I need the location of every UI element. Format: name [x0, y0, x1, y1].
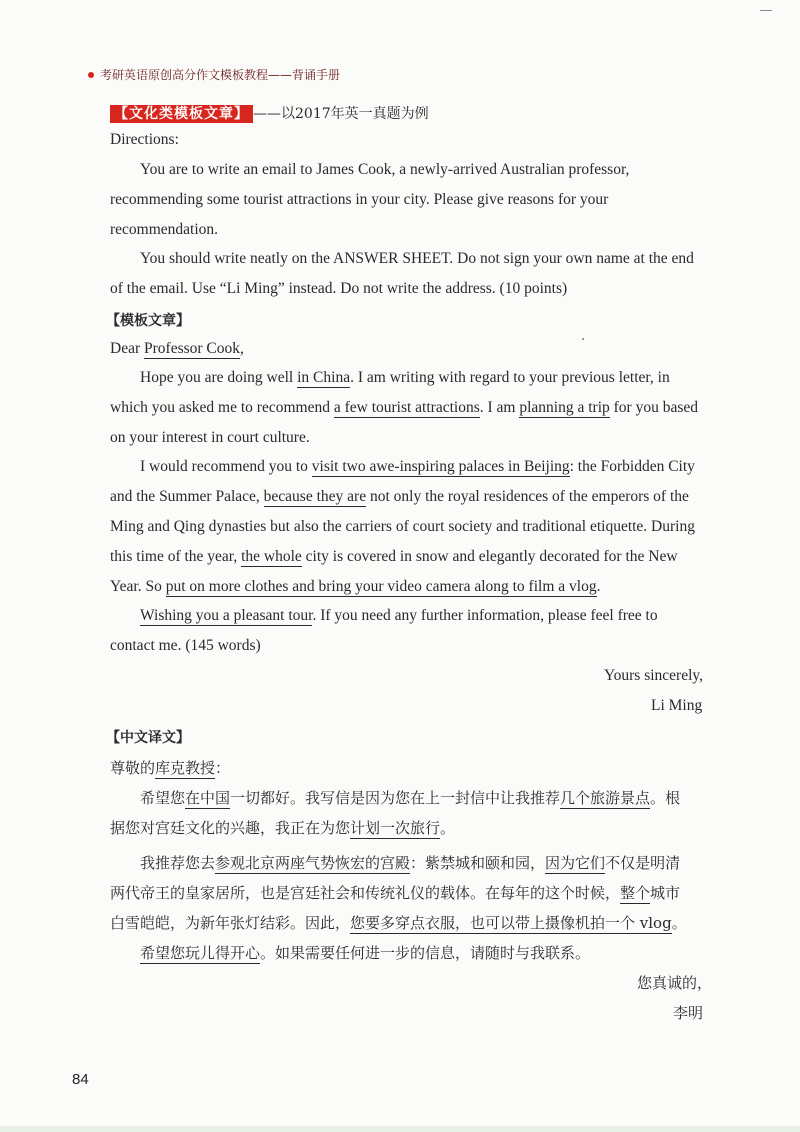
section-tag-line: [110, 103, 429, 123]
translation-line-5: [110, 912, 687, 933]
text: . I am: [479, 399, 520, 416]
text: 尊敬的: [110, 759, 156, 777]
letter-greeting: [110, 340, 244, 358]
text: : the Forbidden City: [569, 458, 695, 475]
text: 两代帝王的皇家居所，也是宫廷社会和传统礼仪的载体。在每年的这个时候，: [110, 884, 621, 902]
greeting-underlined: Professor Cook: [144, 340, 241, 357]
directions-p2-line2: of the email. Use “Li Ming” instead. Do not write the address. (10 points): [110, 280, 568, 297]
underlined-phrase: planning a trip: [519, 399, 610, 416]
letter-line-2: [110, 399, 698, 417]
letter-line-3: on your interest in court culture.: [110, 429, 310, 446]
greeting-comma: ,: [240, 340, 244, 357]
letter-signature: Li Ming: [651, 697, 703, 714]
letter-line-9: [140, 607, 658, 625]
corner-mark: [760, 10, 772, 11]
translation-line-2: [110, 817, 455, 838]
text: 据您对宫廷文化的兴趣，我正在为您: [110, 819, 351, 837]
underlined-phrase: put on more clothes and bring your video camera along to film a vlog: [165, 578, 597, 595]
underlined-phrase: in China: [297, 369, 351, 386]
text: 希望您: [140, 789, 186, 807]
letter-line-4: [140, 458, 695, 476]
text: 白雪皑皑，为新年张灯结彩。因此，: [110, 914, 351, 932]
template-heading: 【模板文章】: [106, 313, 190, 329]
text: which you asked me to recommend: [110, 399, 334, 416]
directions-label: Directions:: [110, 131, 179, 148]
letter-line-5: [110, 488, 689, 506]
directions-p2-line1: You should write neatly on the ANSWER SHEET. Do not sign your own name at the end: [140, 250, 694, 267]
text: 。如果需要任何进一步的信息，请随时与我联系。: [260, 944, 591, 962]
letter-line-8: [110, 578, 600, 596]
underlined-phrase: a few tourist attractions: [333, 399, 480, 416]
text: 。: [440, 819, 456, 837]
greeting-text: Dear: [110, 340, 144, 357]
text: 城市: [650, 884, 681, 902]
footer-strip: [0, 1126, 800, 1132]
directions-p1-line1: You are to write an email to James Cook, a newly-arrived Australian professor,: [140, 161, 630, 178]
section-tag: 【文化类模板文章】: [110, 105, 253, 123]
text: 不仅是明清: [605, 854, 681, 872]
directions-p1-line3: recommendation.: [110, 221, 219, 238]
letter-closing: Yours sincerely,: [604, 667, 704, 684]
section-subtitle: ——以2017年英一真题为例: [253, 106, 429, 122]
translation-line-3: [140, 852, 680, 873]
text: . If you need any further information, please feel free to: [312, 607, 658, 624]
text: 。: [671, 914, 687, 932]
header-title: 考研英语原创高分作文模板教程——背诵手册: [100, 68, 341, 82]
text: 。根: [650, 789, 681, 807]
underlined-phrase: 希望您玩儿得开心: [140, 944, 261, 962]
translation-line-1: [140, 787, 680, 808]
translation-greeting: [110, 757, 230, 778]
text: and the Summer Palace,: [110, 488, 264, 505]
underlined-phrase: 计划一次旅行: [350, 819, 441, 837]
translation-closing: 您真诚的，: [637, 974, 713, 992]
underlined-phrase: Wishing you a pleasant tour: [140, 607, 313, 624]
text: this time of the year,: [110, 548, 242, 565]
text: ：: [215, 759, 231, 777]
underlined-phrase: because they are: [263, 488, 367, 505]
underlined-phrase: 因为它们: [545, 854, 606, 872]
text: not only the royal residences of the emperors of the: [366, 488, 689, 505]
letter-line-10: contact me. (145 words): [110, 637, 261, 654]
letter-line-6: Ming and Qing dynasties but also the carriers of court society and traditional etiquette. During: [110, 518, 695, 535]
translation-line-4: [110, 882, 680, 903]
directions-p1-line2: recommending some tourist attractions in your city. Please give reasons for your: [110, 191, 609, 208]
text: city is covered in snow and elegantly decorated for the New: [301, 548, 678, 565]
text: Year. So: [110, 578, 166, 595]
text: for you based: [609, 399, 699, 416]
text: 我推荐您去: [140, 854, 216, 872]
underlined-phrase: the whole: [241, 548, 302, 565]
text: 一切都好。我写信是因为您在上一封信中让我推荐: [230, 789, 561, 807]
underlined-phrase: 在中国: [185, 789, 231, 807]
letter-line-1: [140, 369, 670, 387]
text: .: [596, 578, 601, 595]
translation-signature: 李明: [673, 1004, 704, 1022]
text: Hope you are doing well: [140, 369, 298, 386]
underlined-phrase: 库克教授: [155, 759, 216, 777]
letter-line-7: [110, 548, 678, 566]
translation-heading: 【中文译文】: [106, 730, 190, 746]
text: . I am writing with regard to your previous letter, in: [350, 369, 670, 386]
header-bullet-icon: [88, 72, 94, 78]
underlined-phrase: 几个旅游景点: [560, 789, 651, 807]
underlined-phrase: 您要多穿点衣服，也可以带上摄像机拍一个 vlog: [350, 914, 672, 932]
translation-line-6: [140, 942, 590, 963]
stray-mark: [582, 338, 584, 340]
page-header: [88, 66, 340, 83]
underlined-phrase: 参观北京两座气势恢宏的宫殿: [215, 854, 411, 872]
underlined-phrase: 整个: [620, 884, 651, 902]
underlined-phrase: visit two awe-inspiring palaces in Beijing: [311, 458, 570, 475]
text: I would recommend you to: [140, 458, 312, 475]
text: ：紫禁城和颐和园，: [410, 854, 546, 872]
page-number: 84: [72, 1071, 89, 1088]
